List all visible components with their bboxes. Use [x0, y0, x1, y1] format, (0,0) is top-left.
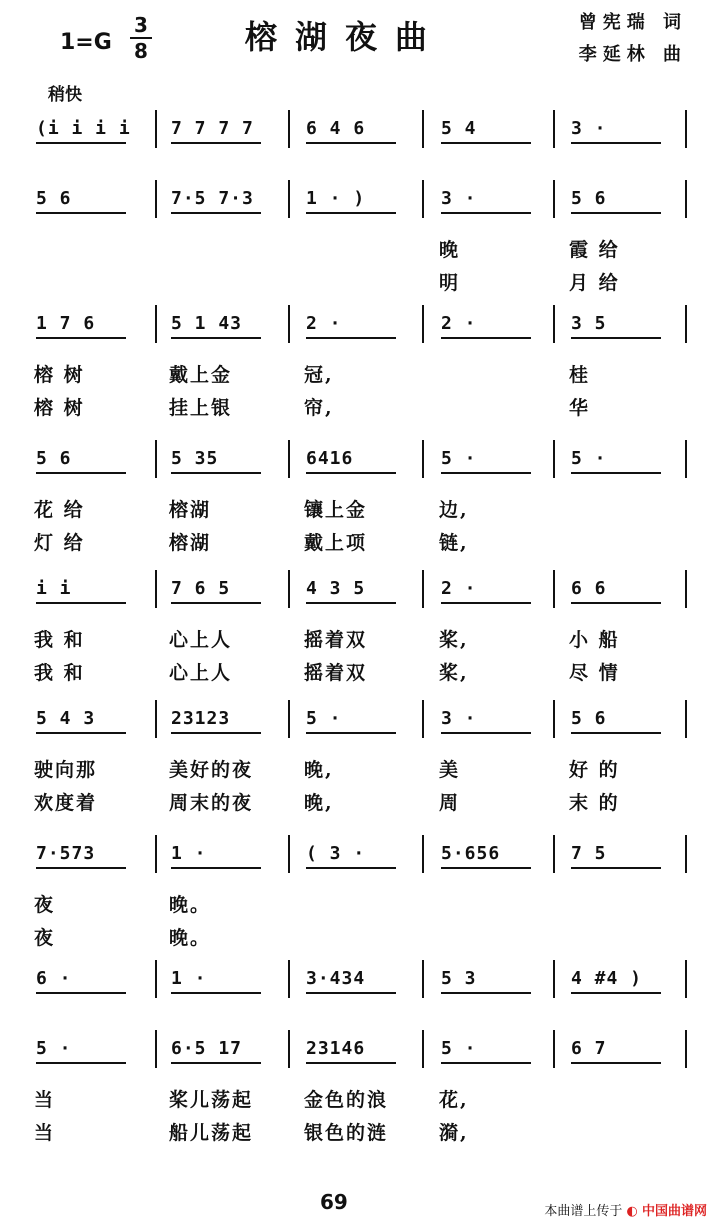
- beam-underline: [36, 472, 126, 474]
- lyric-verse-1: 花 给: [34, 499, 85, 521]
- beam-underline: [571, 472, 661, 474]
- lyric-verse-2: 晚。: [169, 927, 212, 949]
- measure-notes: 5 ·: [441, 448, 477, 469]
- beam-underline: [171, 212, 261, 214]
- beam-underline: [171, 142, 261, 144]
- beam-underline: [571, 602, 661, 604]
- measure-notes: 1 · ): [306, 188, 366, 209]
- lyric-verse-1: 晚: [439, 239, 461, 261]
- bar-line: [685, 305, 687, 343]
- beam-underline: [36, 1062, 126, 1064]
- bar-line: [685, 180, 687, 218]
- measure-notes: 6416: [306, 448, 354, 469]
- lyric-verse-2: 链,: [439, 532, 469, 554]
- beam-underline: [306, 867, 396, 869]
- bar-line: [288, 1030, 290, 1068]
- measure-notes: 5 4 3: [36, 708, 96, 729]
- measure-notes: 7 5: [571, 843, 607, 864]
- bar-line: [422, 835, 424, 873]
- lyric-verse-1: 美好的夜: [169, 759, 254, 781]
- lyric-verse-1: 霞 给: [569, 239, 620, 261]
- beam-underline: [171, 867, 261, 869]
- beam-underline: [36, 992, 126, 994]
- score-row: [0, 440, 717, 590]
- lyric-verse-1: 驶向那: [34, 759, 98, 781]
- bar-line: [685, 835, 687, 873]
- lyric-verse-2: 银色的涟: [304, 1122, 389, 1144]
- bar-line: [553, 180, 555, 218]
- measure-notes: 7 7 7 7: [171, 118, 254, 139]
- lyric-verse-1: 好 的: [569, 759, 620, 781]
- measure-notes: 1 7 6: [36, 313, 96, 334]
- beam-underline: [441, 732, 531, 734]
- lyric-verse-1: 夜: [34, 894, 56, 916]
- bar-line: [155, 835, 157, 873]
- bar-line: [422, 1030, 424, 1068]
- score-row: [0, 1030, 717, 1180]
- beam-underline: [571, 337, 661, 339]
- beam-underline: [36, 212, 126, 214]
- measure-notes: 2 ·: [441, 313, 477, 334]
- lyric-verse-2: 我 和: [34, 662, 85, 684]
- lyric-verse-1: 摇着双: [304, 629, 368, 651]
- measure-notes: 5 35: [171, 448, 219, 469]
- lyric-verse-2: 华: [569, 397, 591, 419]
- beam-underline: [306, 732, 396, 734]
- beam-underline: [36, 732, 126, 734]
- lyric-verse-1: 桨儿荡起: [169, 1089, 254, 1111]
- lyric-verse-2: 月 给: [569, 272, 620, 294]
- measure-notes: 5 ·: [306, 708, 342, 729]
- score-row: [0, 700, 717, 850]
- measure-notes: 1 ·: [171, 843, 207, 864]
- lyric-verse-2: 摇着双: [304, 662, 368, 684]
- footer-credit: [544, 1200, 707, 1219]
- beam-underline: [36, 142, 126, 144]
- bar-line: [288, 110, 290, 148]
- beam-underline: [571, 992, 661, 994]
- lyric-verse-1: 戴上金: [169, 364, 233, 386]
- beam-underline: [171, 992, 261, 994]
- measure-notes: i i: [36, 578, 72, 599]
- measure-notes: 5 ·: [441, 1038, 477, 1059]
- beam-underline: [306, 142, 396, 144]
- beam-underline: [306, 472, 396, 474]
- measure-notes: 6 ·: [36, 968, 72, 989]
- beam-underline: [571, 732, 661, 734]
- beam-underline: [571, 142, 661, 144]
- lyric-verse-1: 晚。: [169, 894, 212, 916]
- song-title: 榕湖夜曲: [245, 18, 446, 56]
- beam-underline: [171, 602, 261, 604]
- bar-line: [422, 440, 424, 478]
- time-signature-bottom: 8: [134, 39, 148, 63]
- lyric-verse-2: 当: [34, 1122, 56, 1144]
- score-row: [0, 305, 717, 455]
- lyric-verse-1: 心上人: [169, 629, 233, 651]
- bar-line: [422, 305, 424, 343]
- measure-notes: 7 6 5: [171, 578, 231, 599]
- measure-notes: 5 3: [441, 968, 477, 989]
- lyric-verse-2: 挂上银: [169, 397, 233, 419]
- measure-notes: 5·656: [441, 843, 501, 864]
- lyric-verse-2: 周末的夜: [169, 792, 254, 814]
- lyric-verse-2: 戴上项: [304, 532, 368, 554]
- lyric-verse-2: 夜: [34, 927, 56, 949]
- bar-line: [155, 305, 157, 343]
- lyric-verse-1: 美: [439, 759, 461, 781]
- measure-notes: 7·5 7·3: [171, 188, 254, 209]
- bar-line: [155, 440, 157, 478]
- beam-underline: [441, 142, 531, 144]
- bar-line: [685, 440, 687, 478]
- bar-line: [288, 570, 290, 608]
- beam-underline: [441, 472, 531, 474]
- measure-notes: 6 6: [571, 578, 607, 599]
- beam-underline: [36, 602, 126, 604]
- measure-notes: 5 ·: [571, 448, 607, 469]
- footer-brand: 中国曲谱网: [641, 1204, 707, 1219]
- time-signature: [130, 14, 152, 62]
- lyric-verse-1: 我 和: [34, 629, 85, 651]
- measure-notes: 23123: [171, 708, 231, 729]
- bar-line: [155, 180, 157, 218]
- beam-underline: [441, 992, 531, 994]
- bar-line: [553, 570, 555, 608]
- beam-underline: [306, 212, 396, 214]
- bar-line: [155, 960, 157, 998]
- lyric-verse-1: 金色的浪: [304, 1089, 389, 1111]
- lyric-verse-2: 末 的: [569, 792, 620, 814]
- lyric-verse-1: 榕 树: [34, 364, 85, 386]
- lyric-verse-2: 漪,: [439, 1122, 469, 1144]
- lyric-verse-2: 明: [439, 272, 461, 294]
- lyric-verse-1: 冠,: [304, 364, 334, 386]
- score-row: [0, 570, 717, 720]
- beam-underline: [441, 867, 531, 869]
- page-number: 69: [320, 1190, 348, 1214]
- lyric-verse-2: 桨,: [439, 662, 469, 684]
- lyric-verse-1: 小 船: [569, 629, 620, 651]
- measure-notes: 3·434: [306, 968, 366, 989]
- bar-line: [685, 1030, 687, 1068]
- lyric-verse-2: 榕 树: [34, 397, 85, 419]
- beam-underline: [571, 1062, 661, 1064]
- lyric-verse-1: 榕湖: [169, 499, 212, 521]
- bar-line: [288, 305, 290, 343]
- beam-underline: [306, 602, 396, 604]
- beam-underline: [441, 602, 531, 604]
- beam-underline: [441, 212, 531, 214]
- lyric-verse-2: 晚,: [304, 792, 334, 814]
- bar-line: [422, 570, 424, 608]
- lyric-verse-2: 灯 给: [34, 532, 85, 554]
- beam-underline: [171, 732, 261, 734]
- bar-line: [553, 440, 555, 478]
- bar-line: [553, 1030, 555, 1068]
- bar-line: [685, 110, 687, 148]
- bar-line: [288, 960, 290, 998]
- bar-line: [288, 180, 290, 218]
- beam-underline: [306, 337, 396, 339]
- measure-notes: 4 3 5: [306, 578, 366, 599]
- measure-notes: 3 ·: [441, 708, 477, 729]
- lyric-verse-1: 桨,: [439, 629, 469, 651]
- bar-line: [155, 570, 157, 608]
- measure-notes: 5 6: [36, 188, 72, 209]
- lyric-verse-1: 镶上金: [304, 499, 368, 521]
- beam-underline: [171, 1062, 261, 1064]
- bar-line: [553, 835, 555, 873]
- measure-notes: ( 3 ·: [306, 843, 366, 864]
- measure-notes: 3 ·: [441, 188, 477, 209]
- beam-underline: [571, 212, 661, 214]
- bar-line: [155, 110, 157, 148]
- lyric-verse-1: 当: [34, 1089, 56, 1111]
- beam-underline: [36, 337, 126, 339]
- beam-underline: [36, 867, 126, 869]
- beam-underline: [441, 337, 531, 339]
- footer-prefix: 本曲谱上传于: [544, 1204, 623, 1219]
- lyric-verse-1: 花,: [439, 1089, 469, 1111]
- bar-line: [553, 110, 555, 148]
- measure-notes: 6 4 6: [306, 118, 366, 139]
- measure-notes: 3 5: [571, 313, 607, 334]
- measure-notes: 5 6: [571, 188, 607, 209]
- bar-line: [422, 700, 424, 738]
- bar-line: [155, 700, 157, 738]
- measure-notes: 2 ·: [306, 313, 342, 334]
- measure-notes: 23146: [306, 1038, 366, 1059]
- lyric-verse-1: 晚,: [304, 759, 334, 781]
- lyric-verse-1: 桂: [569, 364, 591, 386]
- measure-notes: (i i i i: [36, 118, 131, 139]
- bar-line: [422, 110, 424, 148]
- measure-notes: 4 #4 ): [571, 968, 643, 989]
- bar-line: [553, 960, 555, 998]
- measure-notes: 5 1 43: [171, 313, 243, 334]
- lyric-verse-2: 心上人: [169, 662, 233, 684]
- measure-notes: 5 6: [36, 448, 72, 469]
- key-signature: 1=G: [60, 30, 112, 55]
- composer-credit: 李延林 曲: [578, 44, 687, 65]
- lyric-verse-2: 榕湖: [169, 532, 212, 554]
- beam-underline: [171, 472, 261, 474]
- lyric-verse-1: 边,: [439, 499, 469, 521]
- bar-line: [155, 1030, 157, 1068]
- measure-notes: 6 7: [571, 1038, 607, 1059]
- bar-line: [685, 960, 687, 998]
- lyric-verse-2: 周: [439, 792, 461, 814]
- bar-line: [685, 700, 687, 738]
- lyric-verse-2: 欢度着: [34, 792, 98, 814]
- bar-line: [422, 180, 424, 218]
- beam-underline: [571, 867, 661, 869]
- measure-notes: 5 4: [441, 118, 477, 139]
- beam-underline: [306, 992, 396, 994]
- lyricist-credit: 曾宪瑞 词: [578, 12, 687, 33]
- measure-notes: 3 ·: [571, 118, 607, 139]
- bar-line: [288, 700, 290, 738]
- bar-line: [553, 700, 555, 738]
- lyric-verse-2: 帘,: [304, 397, 334, 419]
- time-signature-top: 3: [134, 13, 148, 37]
- bar-line: [288, 835, 290, 873]
- bar-line: [553, 305, 555, 343]
- beam-underline: [441, 1062, 531, 1064]
- lyric-verse-2: 船儿荡起: [169, 1122, 254, 1144]
- measure-notes: 7·573: [36, 843, 96, 864]
- site-logo-icon: ◐: [626, 1204, 638, 1219]
- bar-line: [288, 440, 290, 478]
- beam-underline: [306, 1062, 396, 1064]
- measure-notes: 6·5 17: [171, 1038, 243, 1059]
- measure-notes: 5 6: [571, 708, 607, 729]
- tempo-marking: 稍快: [48, 85, 82, 105]
- bar-line: [685, 570, 687, 608]
- beam-underline: [171, 337, 261, 339]
- measure-notes: 5 ·: [36, 1038, 72, 1059]
- measure-notes: 1 ·: [171, 968, 207, 989]
- lyric-verse-2: 尽 情: [569, 662, 620, 684]
- measure-notes: 2 ·: [441, 578, 477, 599]
- bar-line: [422, 960, 424, 998]
